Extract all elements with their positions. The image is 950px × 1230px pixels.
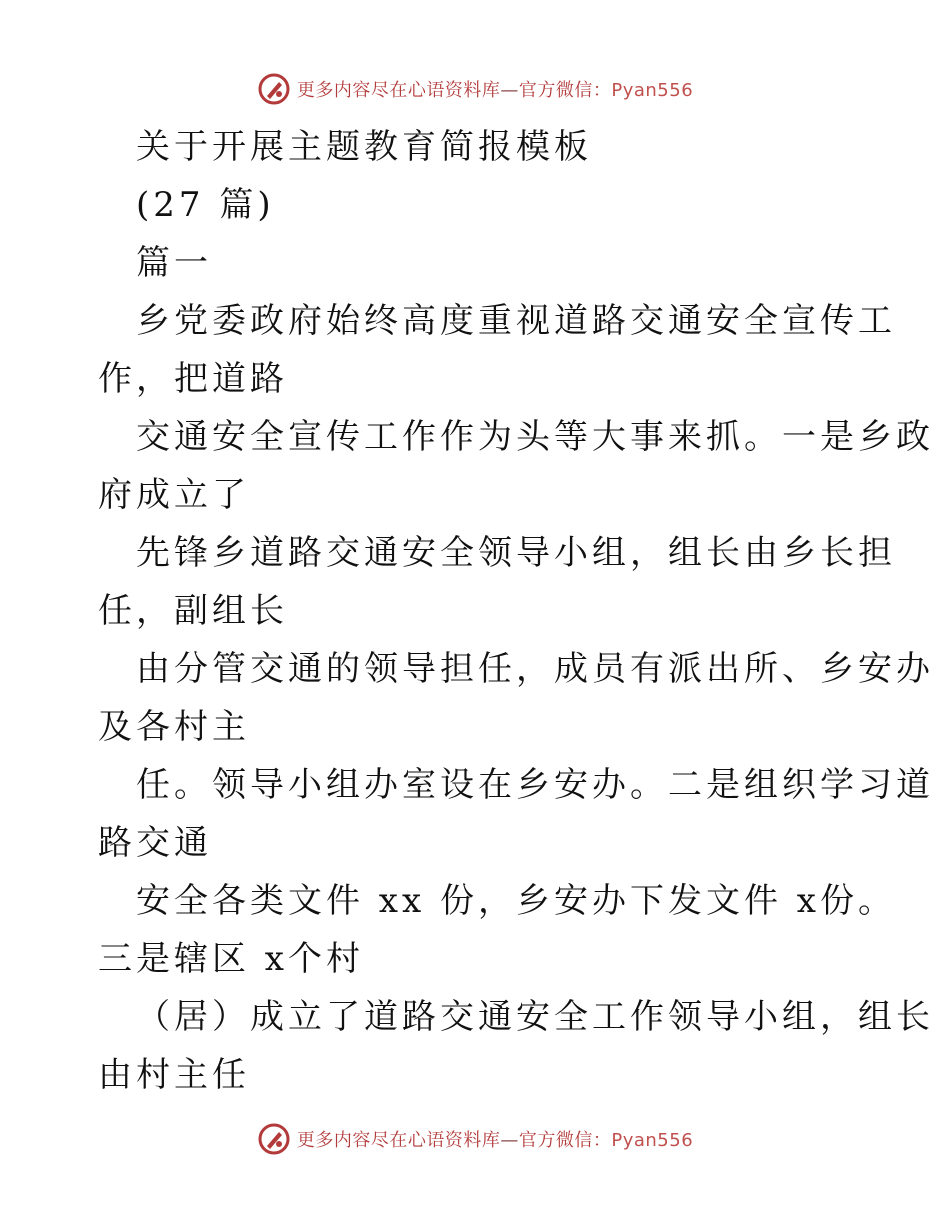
paragraph-line: 三是辖区 x个村 (98, 939, 364, 979)
watermark-wechat-id: Pyan556 (611, 80, 694, 101)
document-subtitle: (27 篇) (136, 185, 275, 225)
paragraph-line: （居）成立了道路交通安全工作领导小组，组长 (136, 997, 934, 1037)
paragraph-line: 路交通 (98, 823, 212, 863)
footer-watermark (0, 1122, 950, 1156)
watermark-main: 更多内容尽在心语资料库 (296, 1130, 501, 1151)
watermark-wechat-label: 官方微信： (518, 80, 612, 101)
watermark-wechat-label: 官方微信： (518, 1130, 612, 1151)
watermark-wechat-id: Pyan556 (611, 1130, 694, 1151)
section-heading: 篇一 (136, 243, 212, 283)
watermark-main: 更多内容尽在心语资料库 (296, 80, 501, 101)
watermark-text (297, 1126, 693, 1152)
paragraph-line: 由村主任 (98, 1055, 250, 1095)
paragraph-line: 府成立了 (98, 475, 250, 515)
paragraph-line: 交通安全宣传工作作为头等大事来抓。一是乡政 (136, 417, 934, 457)
paragraph-line: 任。领导小组办室设在乡安办。二是组织学习道 (136, 765, 934, 805)
pen-logo-icon (257, 1122, 291, 1156)
paragraph-line: 先锋乡道路交通安全领导小组，组长由乡长担 (136, 533, 896, 573)
watermark-text (297, 76, 693, 102)
paragraph-line: 安全各类文件 xx 份，乡安办下发文件 x份。 (136, 881, 896, 921)
document-title: 关于开展主题教育简报模板 (136, 127, 592, 167)
paragraph-line: 及各村主 (98, 707, 250, 747)
document-body (98, 118, 934, 1104)
header-watermark (0, 72, 950, 106)
paragraph-line: 作，把道路 (98, 359, 288, 399)
pen-logo-icon (257, 72, 291, 106)
watermark-separator: — (500, 1130, 519, 1151)
paragraph-line: 乡党委政府始终高度重视道路交通安全宣传工 (136, 301, 896, 341)
paragraph-line: 由分管交通的领导担任，成员有派出所、乡安办 (136, 649, 934, 689)
watermark-separator: — (500, 80, 519, 101)
paragraph-line: 任，副组长 (98, 591, 288, 631)
